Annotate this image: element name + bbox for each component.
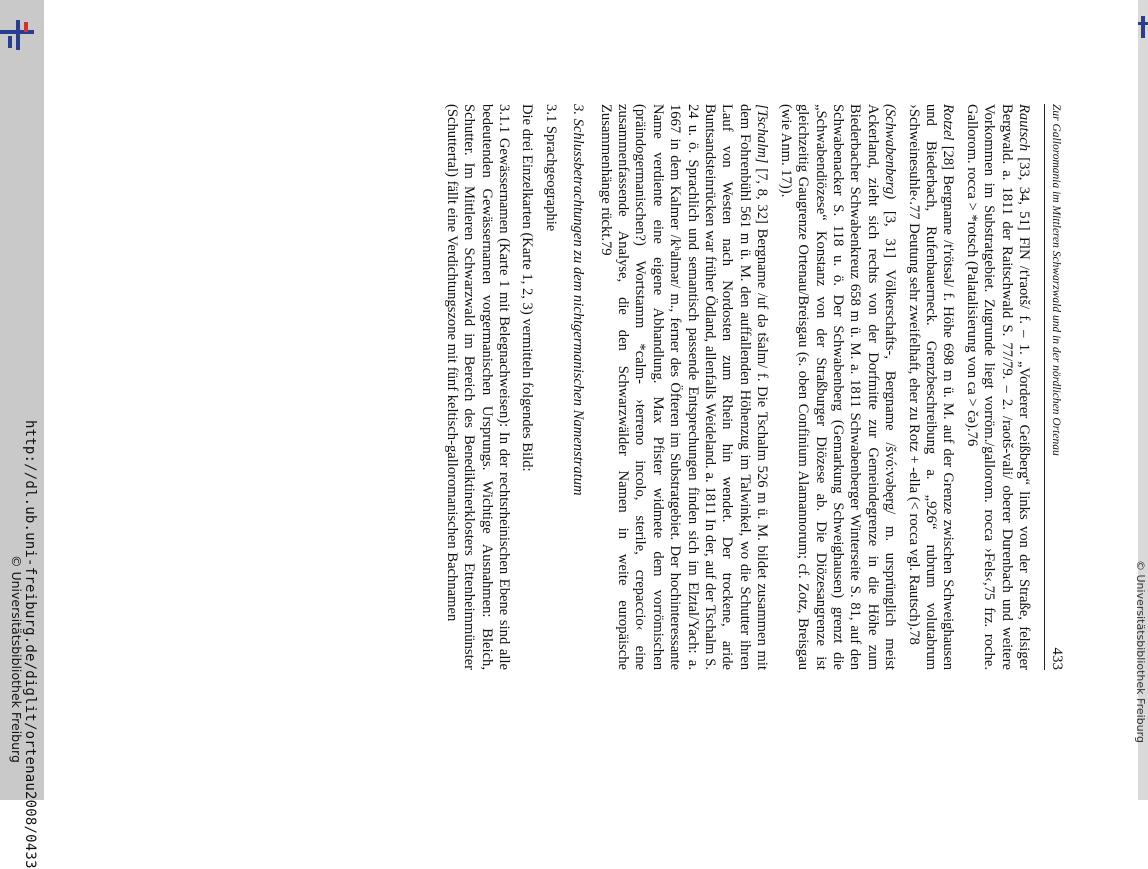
scanned-page bbox=[385, 104, 1065, 670]
entry-lemma: Rotzel bbox=[940, 104, 957, 141]
subsection-heading: 3.1 Sprachgeographie bbox=[542, 104, 559, 232]
right-copyright-notice: © Universitätsbibliothek Freiburg bbox=[1134, 560, 1147, 743]
section-intro: Die drei Einzelkarten (Karte 1, 2, 3) vermitteln folgendes Bild: bbox=[519, 104, 536, 472]
document-url[interactable]: http://dl.ub.uni-freiburg.de/diglit/ortenau2008/0433 bbox=[22, 420, 38, 869]
entry-text: [7, 8, 32] Bergname /uf də tšalm/ f. Die Tschalm 526 m ü. M. bildet zusammen mit dem Fohrenbühl 561 m ü. M. den auffallenden Höhenzug im Talwinkel, wo die Schutter ihren Lauf von Westen nach Nordosten zum Rhein hin wendet. Der trockene, aride Buntsandsteinrücken war früher Ödland, allenfalls Weideland. a. 1811 In der, auf der Tschalm S. 24 u. ö. Sprachlich und semantisch passende Entsprechungen finden sich im Elztal/Yach: a. 1667 in dem Kalmer /kʰalmər/ m., ferner des Öfteren im Substratgebiet. Der hochinteressante Name verdiente eine eigene Abhandlung. Max Pfister widmete dem vorrömischen (präindogermanischen?) Wortstamm *calm- ›terreno incolo, sterile, crepaccio‹ eine zusammenfassende Analyse, die den Schwarzwälder Namen in weite europäische Zusammenhänge rückt.79 bbox=[597, 104, 771, 670]
entry-rotzel bbox=[904, 104, 956, 670]
library-logo-icon bbox=[0, 16, 44, 56]
paragraph-3-1-1: 3.1.1 Gewässernamen (Karte 1 mit Belegnachweisen): In der rechtsrheinischen Ebene sind alle bedeutenden Gewässernamen vorgermanischen Ursprungs. Wichtige Ausnahmen: Bleich, Schutter. Im Mittleren Schwarzwald im Bereich des Benediktinerklosters Ettenheimmünster (Schuttertal) fällt eine Verdichtungszone mit fünf keltisch-galloromanischen Bachnamen bbox=[443, 104, 513, 670]
section-heading: 3. Schlussbetrachtungen zu dem nichtgermanischen Namenstratum bbox=[570, 104, 587, 496]
running-title: Zur Galloromania im Mittleren Schwarzwald und in der nördlichen Ortenau bbox=[1050, 104, 1062, 456]
entry-rautsch bbox=[962, 104, 1032, 670]
entry-text: [28] Bergname /t'rötsəl/ f. Höhe 698 m ü. M. auf der Grenze zwischen Schweighausen und Biederbach, Rufenbauerneck. Grenzbeschreibung a. „926“ rubrum volutabrum ›Schweinesuhle‹.77 Deutung sehr zweifelhaft, eher zu Rotz + -ella (< rocca vgl. Rautsch).78 bbox=[905, 104, 957, 670]
entry-tschalm bbox=[596, 104, 770, 670]
library-logo-right-icon bbox=[1138, 14, 1148, 40]
entry-schwabenberg bbox=[776, 104, 898, 670]
page-number: 433 bbox=[1049, 647, 1065, 670]
copyright-notice: © Universitätsbibliothek Freiburg bbox=[9, 555, 24, 763]
entry-text: [3, 31] Völkerschafts-, Bergname /švó:vəbęrg/ m. ursprünglich meist Ackerland, zieht sich rechts von der Dorfmitte zur Gemeindegrenze in die Höhe zum Biederbacher Schwabenkreuz 658 m ü. M. a. 1811 Schwabenberger Winterseite S. 81, auf den Schwabenacker S. 118 u. ö. Der Schwabenberg (Gemarkung Schweighausen) grenzt die „Schwabendiözese“ Konstanz von der Straßburger Diözese ab. Die Diözesangrenze ist gleichzeitig Gaugrenze Ortenau/Breisgau (s. oben Confinium Alamannorum; cf. Zotz, Breisgau (wie Anm. 17)). bbox=[777, 104, 899, 670]
entry-lemma: [Tschalm] bbox=[754, 104, 771, 164]
entry-text: [33, 34, 51] FlN /t'raotš/ f. – 1. „Vorderer Geißberg“ links von der Straße, felsiger Bergwald. a. 1811 der Raitschwald S. 77/79. – 2. /raotš-vali/ oberer Durenbach und weitere Vorkommen im Substratgebiet. Zugrunde liegt vorröm./gallorom. rocca ›Fels‹,75 frz. roche. Gallorom. rocca > *rotsch (Palatalisierung von ca > čə).76 bbox=[963, 104, 1032, 670]
running-head bbox=[1044, 104, 1065, 670]
entry-lemma: Rautsch bbox=[1016, 104, 1032, 152]
entry-lemma: (Schwabenberg) bbox=[882, 104, 899, 200]
